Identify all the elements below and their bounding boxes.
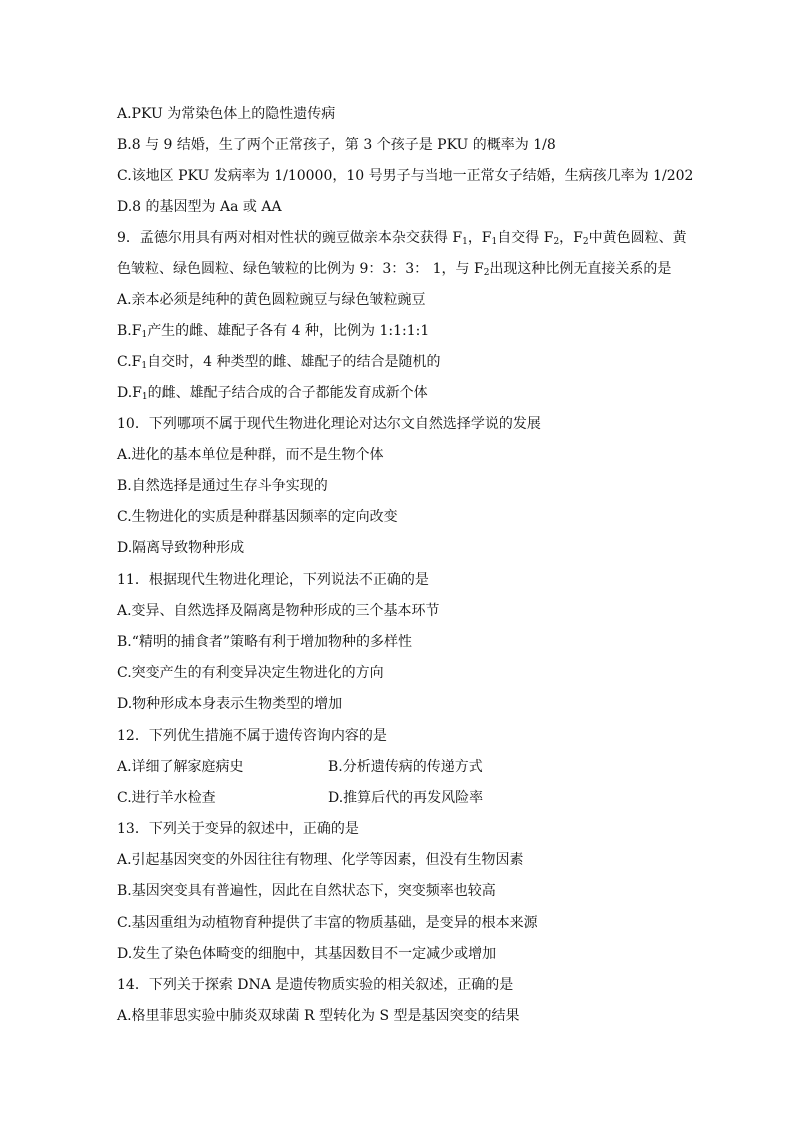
subscript: 1 <box>491 237 498 247</box>
q12-option-c: C.进行羊水检查 <box>117 790 216 806</box>
q12-option-d: D.推算后代的再发风险率 <box>328 790 484 806</box>
q9-option-text: C.F <box>117 354 142 370</box>
subscript: 1 <box>462 237 468 247</box>
q8-option-c: C.该地区 PKU 发病率为 1/10000，10 号男子与当地一正常女子结婚，生病孩几率为 1/202 <box>117 168 694 184</box>
q13-option-b: B.基因突变具有普遍性，因此在自然状态下，突变频率也较高 <box>117 883 496 899</box>
subscript: 2 <box>553 237 560 247</box>
q9-stem-text: 自交得 F <box>497 230 554 246</box>
q9-option-text: 自交时，4 种类型的雌、雄配子的结合是随机的 <box>147 354 441 370</box>
q11-stem: 11．根据现代生物进化理论，下列说法不正确的是 <box>117 572 429 588</box>
q9-option-d <box>117 383 428 407</box>
q8-option-b: B.8 与 9 结婚，生了两个正常孩子，第 3 个孩子是 PKU 的概率为 1/8 <box>117 137 556 153</box>
q8-option-a: A.PKU 为常染色体上的隐性遗传病 <box>117 106 336 122</box>
q9-option-b <box>117 321 429 345</box>
q11-option-b: B.“精明的捕食者”策略有利于增加物种的多样性 <box>117 634 413 650</box>
q13-option-c: C.基因重组为动植物育种提供了丰富的物质基础，是变异的根本来源 <box>117 915 538 931</box>
q10-option-b: B.自然选择是通过生存斗争实现的 <box>117 478 328 494</box>
q11-option-d: D.物种形成本身表示生物类型的增加 <box>117 696 343 712</box>
q9-option-text: 产生的雌、雄配子各有 4 种，比例为 1:1:1:1 <box>147 323 430 339</box>
q12-option-b: B.分析遗传病的传递方式 <box>328 759 483 775</box>
q9-option-text: B.F <box>117 323 142 339</box>
q13-option-d: D.发生了染色体畸变的细胞中，其基因数目不一定减少或增加 <box>117 946 497 962</box>
q9-option-a: A.亲本必须是纯种的黄色圆粒豌豆与绿色皱粒豌豆 <box>117 292 426 308</box>
subscript: 1 <box>141 361 148 371</box>
q9-stem-text: ，F <box>559 230 583 246</box>
q10-stem: 10．下列哪项不属于现代生物进化理论对达尔文自然选择学说的发展 <box>117 416 541 432</box>
subscript: 1 <box>141 392 148 402</box>
q9-stem-text: ，F <box>467 230 492 246</box>
q12-stem: 12．下列优生措施不属于遗传咨询内容的是 <box>117 728 387 744</box>
subscript: 1 <box>141 330 148 340</box>
q14-stem: 14．下列关于探索 DNA 是遗传物质实验的相关叙述，正确的是 <box>117 977 514 993</box>
q9-option-c <box>117 352 440 376</box>
q11-option-c: C.突变产生的有利变异决定生物进化的方向 <box>117 665 384 681</box>
q9-option-text: 的雌、雄配子结合成的合子都能发育成新个体 <box>147 385 428 401</box>
q11-option-a: A.变异、自然选择及隔离是物种形成的三个基本环节 <box>117 603 440 619</box>
q9-stem-text: 9．孟德尔用具有两对相对性状的豌豆做亲本杂交获得 F <box>117 230 463 246</box>
q10-option-d: D.隔离导致物种形成 <box>117 540 245 556</box>
q10-option-a: A.进化的基本单位是种群，而不是生物个体 <box>117 447 384 463</box>
q13-stem: 13．下列关于变异的叙述中，正确的是 <box>117 821 359 837</box>
subscript: 2 <box>483 268 490 278</box>
q14-option-a: A.格里菲思实验中肺炎双球菌 R 型转化为 S 型是基因突变的结果 <box>117 1008 520 1024</box>
q9-option-text: D.F <box>117 385 142 401</box>
q13-option-a: A.引起基因突变的外因往往有物理、化学等因素，但没有生物因素 <box>117 852 524 868</box>
q9-stem-text: 出现这种比例无直接关系的是 <box>489 261 672 277</box>
q9-stem-text: 中黄色圆粒、黄 <box>588 230 687 246</box>
q12-option-a: A.详细了解家庭病史 <box>117 759 244 775</box>
q9-stem-line1 <box>117 228 687 252</box>
q10-option-c: C.生物进化的实质是种群基因频率的定向改变 <box>117 509 398 525</box>
q9-stem-line2 <box>117 259 671 283</box>
q9-stem-text: 色皱粒、绿色圆粒、绿色皱粒的比例为 9：3：3： 1，与 F <box>117 261 484 277</box>
subscript: 2 <box>582 237 589 247</box>
q8-option-d: D.8 的基因型为 Aa 或 AA <box>117 199 282 215</box>
